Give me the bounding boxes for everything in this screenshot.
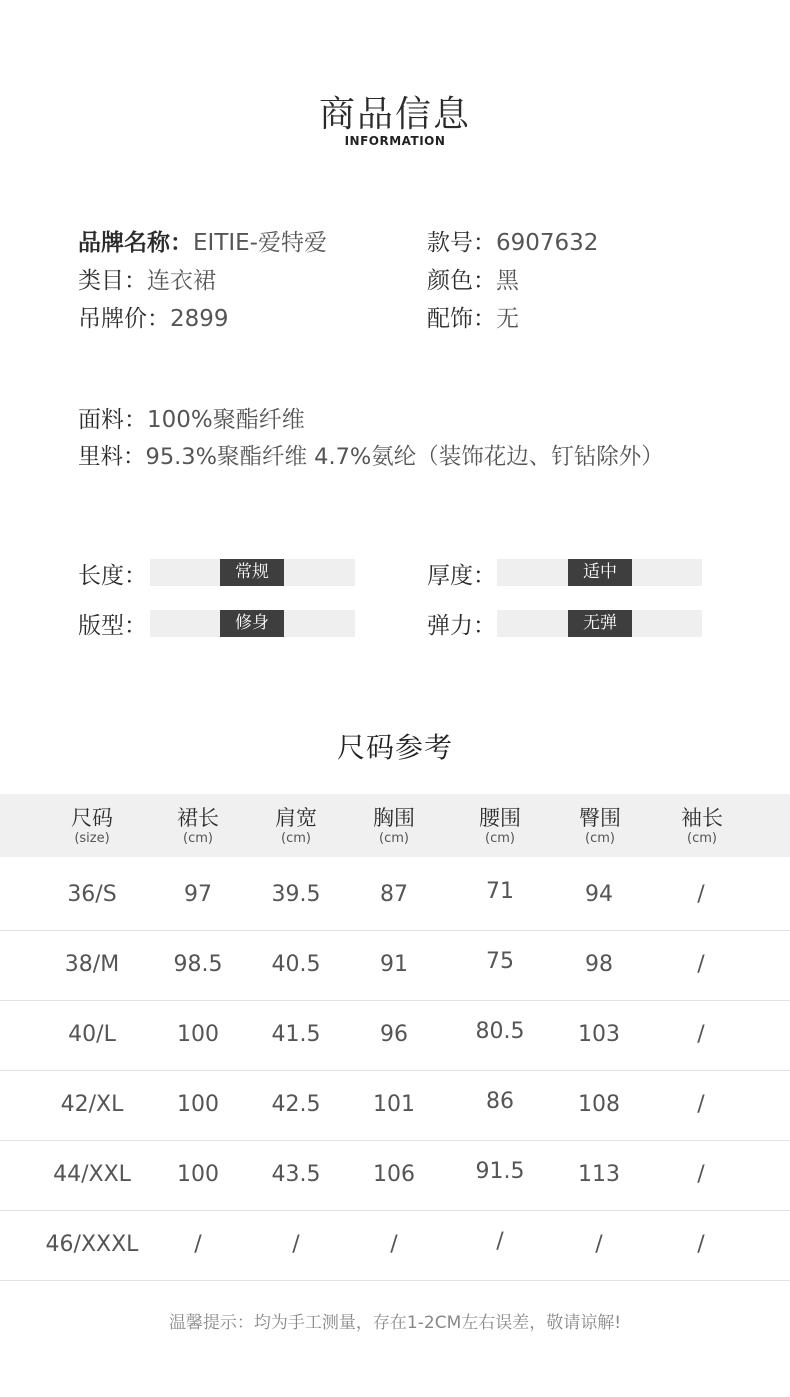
size-chart-title: 尺码参考 <box>336 731 453 764</box>
elasticity-scale <box>497 610 702 637</box>
brand-value: EITIE-爱特爱 <box>193 230 327 256</box>
cell-skirt-length: 100 <box>177 1092 219 1117</box>
price-label: 吊牌价： <box>78 306 170 332</box>
face-fabric-value: 100%聚酯纤维 <box>147 407 305 433</box>
column-header-unit: (cm) <box>687 831 717 846</box>
section-subtitle: INFORMATION <box>344 134 446 148</box>
color-label: 颜色： <box>427 268 496 294</box>
cell-waist: 91.5 <box>475 1159 525 1184</box>
column-header-label: 肩宽 <box>275 806 317 830</box>
cell-hip: / <box>595 1232 603 1257</box>
cell-sleeve: / <box>697 1232 705 1257</box>
column-header-label: 胸围 <box>373 806 415 830</box>
cell-size: 42/XL <box>60 1092 124 1117</box>
color-value: 黑 <box>496 268 519 294</box>
price-info <box>78 300 229 333</box>
style-no-label: 款号： <box>427 230 496 256</box>
cell-waist: 75 <box>486 949 514 974</box>
cell-hip: 108 <box>578 1092 620 1117</box>
table-row <box>0 1210 790 1281</box>
cell-bust: 101 <box>373 1092 415 1117</box>
column-header-size <box>42 794 142 857</box>
cell-sleeve: / <box>697 1162 705 1187</box>
cell-hip: 98 <box>585 952 613 977</box>
cell-bust: 87 <box>380 882 408 907</box>
table-row <box>0 1000 790 1071</box>
face-fabric-label: 面料： <box>78 407 147 433</box>
section-title: 商品信息 <box>318 94 471 135</box>
cell-size: 44/XXL <box>53 1162 131 1187</box>
color-info <box>427 262 519 295</box>
cell-skirt-length: 97 <box>184 882 212 907</box>
thickness-scale <box>497 559 702 586</box>
category-value: 连衣裙 <box>147 268 216 294</box>
length-label: 长度： <box>78 563 147 589</box>
table-row <box>0 1070 790 1141</box>
column-header-waist <box>450 794 550 857</box>
lining-fabric-value: 95.3%聚酯纤维 4.7%氨纶（装饰花边、钉钻除外） <box>145 444 664 470</box>
column-header-sleeve <box>652 794 752 857</box>
column-header-skirt-length <box>148 794 248 857</box>
column-header-label: 袖长 <box>681 806 723 830</box>
column-header-bust <box>344 794 444 857</box>
cell-waist: / <box>496 1229 504 1254</box>
fit-scale <box>150 610 355 637</box>
cell-shoulder: 43.5 <box>271 1162 321 1187</box>
cell-size: 36/S <box>67 882 117 907</box>
cell-sleeve: / <box>697 1092 705 1117</box>
cell-bust: 96 <box>380 1022 408 1047</box>
size-table-header <box>0 794 790 857</box>
cell-waist: 86 <box>486 1089 514 1114</box>
column-header-unit: (size) <box>74 831 110 846</box>
cell-shoulder: 39.5 <box>271 882 321 907</box>
cell-waist: 71 <box>486 879 514 904</box>
elasticity-value-chip: 无弹 <box>568 610 632 637</box>
cell-skirt-length: / <box>194 1232 202 1257</box>
column-header-unit: (cm) <box>485 831 515 846</box>
face-fabric-info <box>78 401 305 434</box>
column-header-hip <box>550 794 650 857</box>
cell-bust: / <box>390 1232 398 1257</box>
cell-size: 40/L <box>68 1022 116 1047</box>
accessory-value: 无 <box>496 306 519 332</box>
accessory-label: 配饰： <box>427 306 496 332</box>
cell-shoulder: 41.5 <box>271 1022 321 1047</box>
brand-info <box>78 224 327 257</box>
category-label: 类目： <box>78 268 147 294</box>
column-header-unit: (cm) <box>183 831 213 846</box>
cell-size: 46/XXXL <box>45 1232 139 1257</box>
fit-value-chip: 修身 <box>220 610 284 637</box>
cell-bust: 91 <box>380 952 408 977</box>
cell-size: 38/M <box>64 952 120 977</box>
lining-fabric-info <box>78 439 664 471</box>
lining-fabric-label: 里料： <box>78 444 146 470</box>
table-row <box>0 930 790 1001</box>
cell-shoulder: 40.5 <box>271 952 321 977</box>
style-no-info <box>427 224 598 257</box>
column-header-label: 臀围 <box>579 806 621 830</box>
category-info <box>78 262 216 295</box>
thickness-value-chip: 适中 <box>568 559 632 586</box>
table-row <box>0 860 790 931</box>
length-scale <box>150 559 355 586</box>
table-row <box>0 1140 790 1211</box>
cell-shoulder: / <box>292 1232 300 1257</box>
style-no-value: 6907632 <box>496 230 599 256</box>
cell-skirt-length: 98.5 <box>173 952 223 977</box>
price-value: 2899 <box>170 306 229 332</box>
cell-sleeve: / <box>697 952 705 977</box>
brand-label: 品牌名称： <box>78 230 193 256</box>
column-header-shoulder <box>246 794 346 857</box>
length-value-chip: 常规 <box>220 559 284 586</box>
column-header-unit: (cm) <box>379 831 409 846</box>
cell-hip: 103 <box>578 1022 620 1047</box>
cell-hip: 113 <box>578 1162 620 1187</box>
cell-shoulder: 42.5 <box>271 1092 321 1117</box>
cell-sleeve: / <box>697 882 705 907</box>
cell-skirt-length: 100 <box>177 1162 219 1187</box>
cell-hip: 94 <box>585 882 613 907</box>
cell-waist: 80.5 <box>475 1019 525 1044</box>
cell-skirt-length: 100 <box>177 1022 219 1047</box>
column-header-label: 腰围 <box>479 806 521 830</box>
column-header-unit: (cm) <box>585 831 615 846</box>
measurement-tip: 温馨提示：均为手工测量，存在1-2CM左右误差，敬请谅解! <box>168 1313 622 1333</box>
elasticity-label: 弹力： <box>427 613 496 639</box>
cell-sleeve: / <box>697 1022 705 1047</box>
column-header-label: 尺码 <box>71 806 113 830</box>
cell-bust: 106 <box>373 1162 415 1187</box>
fit-label: 版型： <box>78 613 147 639</box>
column-header-unit: (cm) <box>281 831 311 846</box>
accessory-info <box>427 300 519 333</box>
thickness-label: 厚度： <box>427 563 496 589</box>
column-header-label: 裙长 <box>177 806 219 830</box>
